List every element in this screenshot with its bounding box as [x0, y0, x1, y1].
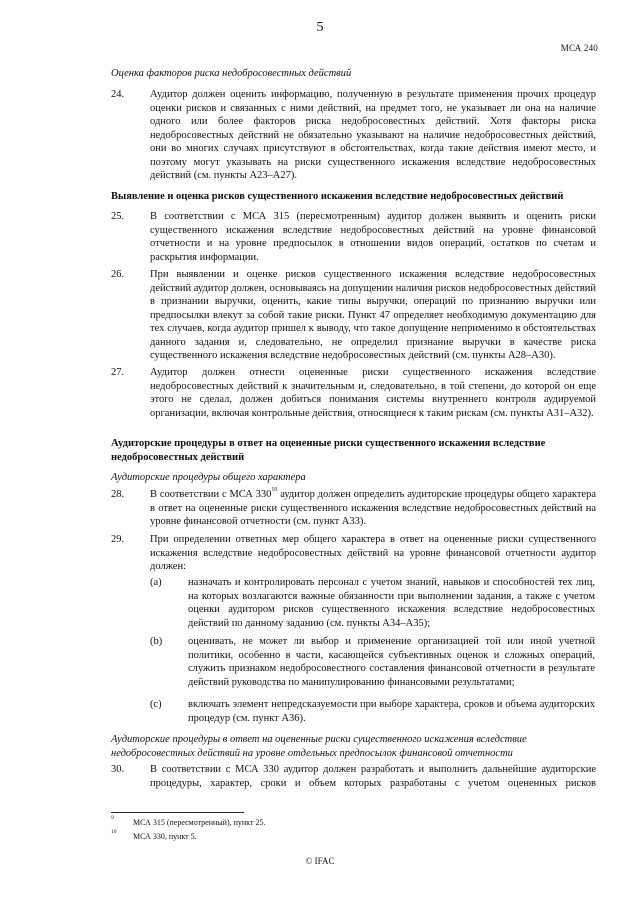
footnote-10	[111, 829, 197, 841]
paragraph-number: 27.	[111, 367, 125, 378]
list-item-text: включать элемент непредсказуемости при выборе характера, сроков и объема аудиторских процедур (см. пункт A36).	[188, 699, 595, 724]
section-heading-fraud-risk-factors: Оценка факторов риска недобросовестных действий	[111, 68, 352, 79]
paragraph-text: В соответствии с МСА 315 (пересмотренным) аудитор должен выявить и оценить риски существенного искажения вследствие недобросовестных действий на уровне финансовой отчетности и на уровне предпосылок в отношении видов операций, остатков по счетам и раскрытия информации.	[150, 211, 596, 263]
page-number: 5	[316, 20, 324, 35]
footnote-text: МСА 330, пункт 5.	[133, 832, 197, 841]
paragraph-text: Аудитор должен отнести оцененные риски существенного искажения вследствие недобросовестных действий к значительным и, следовательно, в той степени, до которой он еще этого не сделал, должен добиться понимания системы внутреннего контроля аудируемой организации, включая контрольные действия, относящиеся к таким рискам (см. пункты A31–A32).	[150, 367, 596, 419]
paragraph-number: 30.	[111, 764, 125, 775]
paragraph-number: 25.	[111, 211, 125, 222]
section-heading-audit-procedures: Аудиторские процедуры в ответ на оцененные риски существенного искажения вследствие недобросовестных действий	[111, 438, 546, 463]
list-item-c	[150, 698, 595, 725]
subheading-general-procedures: Аудиторские процедуры общего характера	[111, 472, 306, 483]
paragraph-24	[111, 88, 596, 183]
paragraph-number: 28.	[111, 489, 125, 500]
paragraph-text: В соответствии с МСА 330 аудитор должен разработать и выполнить дальнейшие аудиторские процедуры, характер, сроки и объем которых разработаны с учетом оцененных рисков	[150, 764, 596, 789]
paragraph-25	[111, 210, 596, 264]
list-item-label: (a)	[150, 577, 162, 588]
footnote-9	[111, 815, 266, 827]
paragraph-27	[111, 366, 596, 420]
paragraph-text: Аудитор должен оценить информацию, полученную в результате применения прочих процедур оценки рисков и связанных с ними действий, на предмет того, не указывает ли она на наличие одного или более факторов риска недобросовестных действий. Хотя факторы риска недобросовестных действий не обязательно указывают на наличие недобросовестных действий, они во многих случаях присутствуют в обстоятельствах, когда такие действия имеют место, и поэтому могут указывать на риски существенного искажения вследствие недобросовестных действий (см. пункты A23–A27).	[150, 89, 596, 181]
paragraph-text	[150, 488, 596, 529]
paragraph-text: При выявлении и оценке рисков существенного искажения вследствие недобросовестных действий аудитор должен, основываясь на допущении наличия рисков недобросовестных действий в признании выручки, оценить, какие типы выручки, операций по признанию выручки или предпосылки влекут за собой такие риски. Пункт 47 определяет необходимую документацию для тех случаев, когда аудитор пришел к выводу, что такое допущение неприменимо в обстоятельствах данного задания и, следовательно, не определил признание выручки в качестве риска существенного искажения вследствие недобросовестных действий (см. пункты A28–A30).	[150, 269, 596, 361]
paragraph-text-end: аудитор должен определить аудиторские процедуры общего характера в ответ на оцененные риски существенного искажения вследствие недобросовестных действий на уровне финансовой отчетности (см. пункт A33).	[150, 489, 596, 527]
copyright-footer: © IFAC	[305, 856, 335, 866]
list-item-text: назначать и контролировать персонал с учетом знаний, навыков и способностей тех лиц, на которых возлагаются важные обязанности при выполнении задания, а также с учетом оценки аудитором рисков существенного искажения вследствие недобросовестных действий по данному заданию (см. пункты A34–A35);	[188, 577, 595, 629]
section-heading-identification: Выявление и оценка рисков существенного искажения вследствие недобросовестных действий	[111, 191, 564, 202]
footnote-ref-10: 10	[271, 487, 278, 493]
list-item-text: оценивать, не может ли выбор и применение организацией той или иной учетной политики, особенно в части, касающейся субъективных оценок и сложных операций, служить признаком недобросовестного составления финансовой отчетности в результате действий руководства по манипулированию финансовыми результатами;	[188, 636, 595, 688]
list-item-a	[150, 576, 595, 630]
list-item-b	[150, 635, 595, 689]
paragraph-28	[111, 488, 596, 529]
footnote-number: 10	[111, 829, 117, 835]
paragraph-29	[111, 533, 596, 574]
paragraph-26	[111, 268, 596, 363]
paragraph-text: При определении ответных мер общего характера в ответ на оцененные риски существенного искажения вследствие недобросовестных действий на уровне финансовой отчетности аудитор должен:	[150, 534, 596, 572]
paragraph-number: 29.	[111, 534, 125, 545]
list-item-label: (c)	[150, 699, 162, 710]
list-item-label: (b)	[150, 636, 163, 647]
footnote-number: 9	[111, 815, 114, 821]
subheading-assertion-level: Аудиторские процедуры в ответ на оцененные риски существенного искажения вследствие недобросовестных действий на уровне отдельных предпосылок финансовой отчетности	[111, 734, 527, 759]
paragraph-number: 26.	[111, 269, 125, 280]
paragraph-30	[111, 763, 596, 790]
footnote-text: МСА 315 (пересмотренный), пункт 25.	[133, 818, 266, 827]
footnote-divider	[111, 812, 244, 813]
paragraph-text-start: В соответствии с МСА 330	[150, 489, 272, 500]
paragraph-number: 24.	[111, 89, 125, 100]
document-code: МСА 240	[560, 43, 598, 53]
